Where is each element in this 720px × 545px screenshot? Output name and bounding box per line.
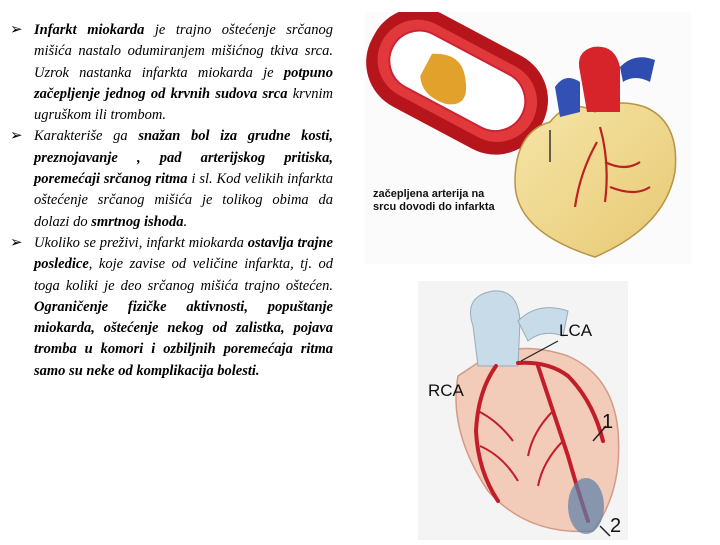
label-1: 1 — [602, 411, 614, 433]
label-2: 2 — [610, 515, 622, 537]
blocked-artery-heart-figure — [365, 12, 691, 264]
text-column — [10, 20, 333, 382]
bullet-item-1 — [10, 20, 333, 126]
bullet-item-3 — [10, 233, 333, 382]
arrow-bullet-icon: ➢ — [10, 234, 23, 251]
arrow-bullet-icon: ➢ — [10, 128, 23, 145]
coronary-heart-illustration — [418, 281, 628, 540]
bullet-3-text: Ukoliko se preživi, infarkt miokarda ostavlja trajne posledice, koje zavise od veličine infarkta, tj. od toga koliki je deo srčanog mišića trajno oštećen. Ograničenje fizičke aktivnosti, popuštanje miokarda, oštećenje nekog od zalistka, pojava tromba u komori i ozbiljnih poremećaja ritma samo su neke od komplikacija bolesti. — [34, 234, 333, 379]
bullet-1-text: Infarkt miokarda je trajno oštećenje srčanog mišića nastalo odumiranjem mišićnog tkiva srca. Uzrok nastanka infarkta miokarda je potpuno začepljenje jednog od krvnih sudova srca krvnim ugruškom ili trombom. — [34, 22, 333, 124]
figure-caption: začepljena arterija na srcu dovodi do infarkta — [373, 188, 495, 213]
blocked-artery-illustration — [365, 12, 691, 264]
bullet-item-2 — [10, 126, 333, 232]
label-lca: LCA — [559, 321, 593, 340]
arrow-bullet-icon: ➢ — [10, 22, 23, 38]
bullet-2-text: Karakteriše ga snažan bol iza grudne kosti, preznojavanje , pad arterijskog pritiska, poremećaji srčanog ritma i sl. Kod velikih infarkta oštećenje srčanog mišića je tolikog obima da dolazi do smrtnog ishoda. — [34, 128, 333, 230]
label-rca: RCA — [428, 381, 464, 400]
coronary-arteries-figure — [418, 281, 628, 540]
